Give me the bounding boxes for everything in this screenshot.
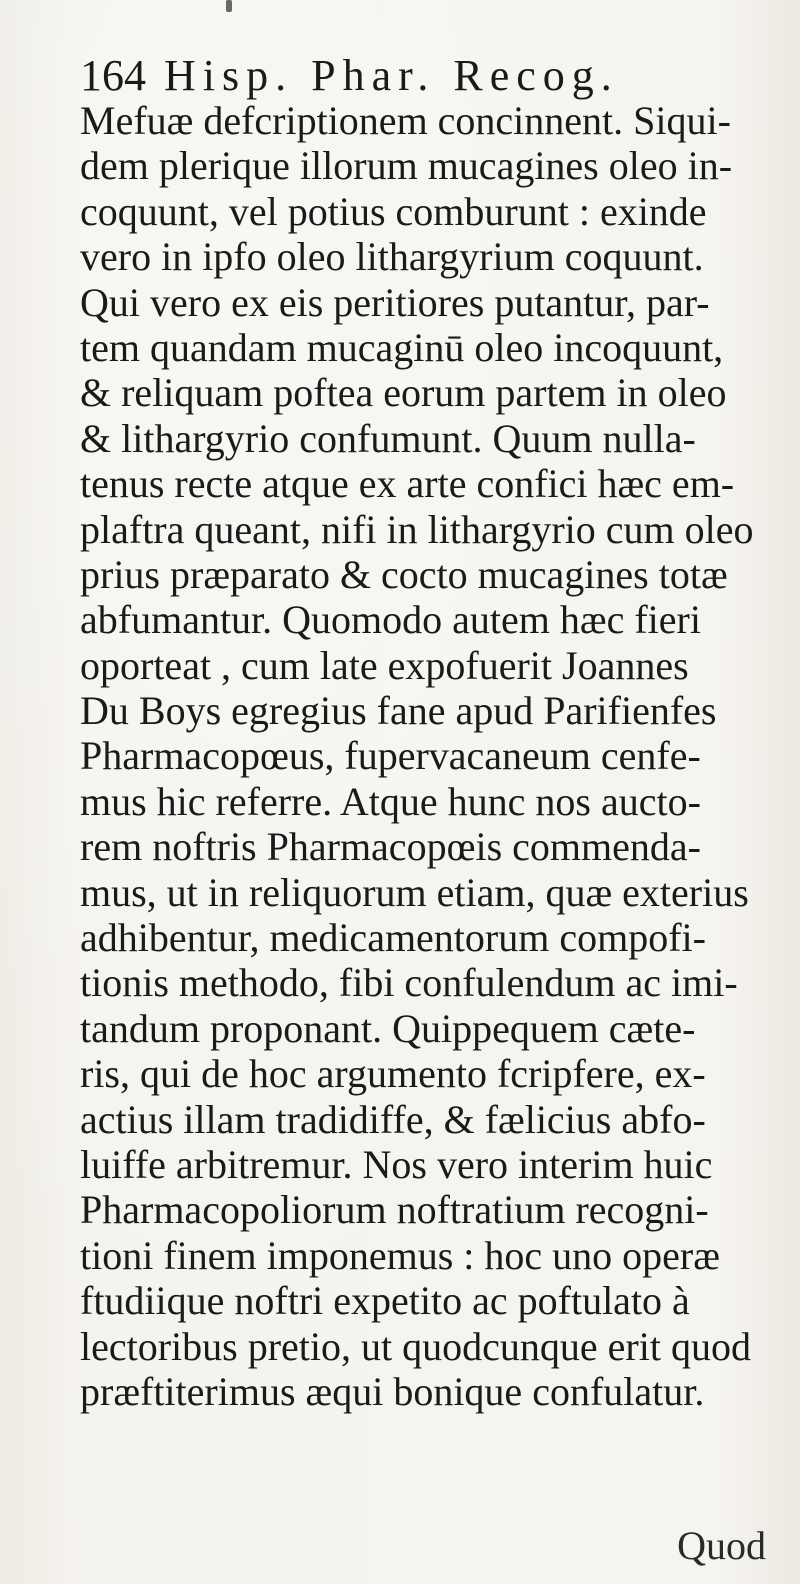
text-line: rem noftris Pharmacopœis commenda-	[80, 824, 701, 870]
text-line: tandum proponant. Quippequem cæte-	[80, 1005, 696, 1051]
text-line: Mefuæ defcriptionem concinnent. Siqui-	[80, 98, 731, 143]
text-line: præftiterimus æqui bonique confulatur.	[80, 1368, 705, 1414]
text-line: & reliquam poftea eorum partem in oleo	[80, 370, 727, 416]
text-line: tioni finem imponemus : hoc uno operæ	[80, 1232, 720, 1278]
text-line: abfumantur. Quomodo autem hæc fieri	[80, 597, 701, 643]
text-line: prius præparato & cocto mucagines totæ	[80, 551, 728, 597]
text-line: tem quandam mucaginū oleo incoquunt,	[80, 324, 724, 370]
text-line: lectoribus pretio, ut quodcunque erit quod	[80, 1323, 751, 1369]
text-line: oporteat , cum late expofuerit Joannes	[80, 642, 689, 688]
page-number: 164	[80, 51, 146, 100]
body-text	[80, 98, 792, 1414]
running-head	[80, 52, 700, 100]
text-line: mus, ut in reliquorum etiam, quæ exterius	[80, 869, 749, 915]
text-line: dem plerique illorum mucagines oleo in-	[80, 143, 733, 189]
text-line: ftudiique noftri expetito ac poftulato à	[80, 1278, 690, 1324]
text-line: mus hic referre. Atque hunc nos aucto-	[80, 778, 701, 824]
running-title: Hisp. Phar. Recog.	[164, 51, 619, 100]
catchword: Quod	[677, 1523, 766, 1568]
text-line: ris, qui de hoc argumento fcripfere, ex-	[80, 1051, 706, 1097]
text-line: Qui vero ex eis peritiores putantur, par-	[80, 279, 710, 325]
text-line: plaftra queant, nifi in lithargyrio cum oleo	[80, 506, 754, 552]
text-line: Du Boys egregius fane apud Parifienfes	[80, 688, 717, 734]
text-line: tionis methodo, fibi confulendum ac imi-	[80, 960, 738, 1006]
text-line: Pharmacopœus, fupervacaneum cenfe-	[80, 733, 701, 779]
text-line: adhibentur, medicamentorum compofi-	[80, 915, 706, 961]
text-line: Pharmacopoliorum noftratium recogni-	[80, 1187, 709, 1233]
text-line: luiffe arbitremur. Nos vero interim huic	[80, 1141, 713, 1187]
text-line: vero in ipfo oleo lithargyrium coquunt.	[80, 234, 704, 280]
ink-speck	[226, 0, 232, 12]
text-line: & lithargyrio confumunt. Quum nulla-	[80, 415, 696, 461]
text-line: coquunt, vel potius comburunt : exinde	[80, 188, 707, 234]
text-line: tenus recte atque ex arte confici hæc em-	[80, 461, 735, 507]
text-line: actius illam tradidiffe, & fælicius abfo-	[80, 1096, 706, 1142]
